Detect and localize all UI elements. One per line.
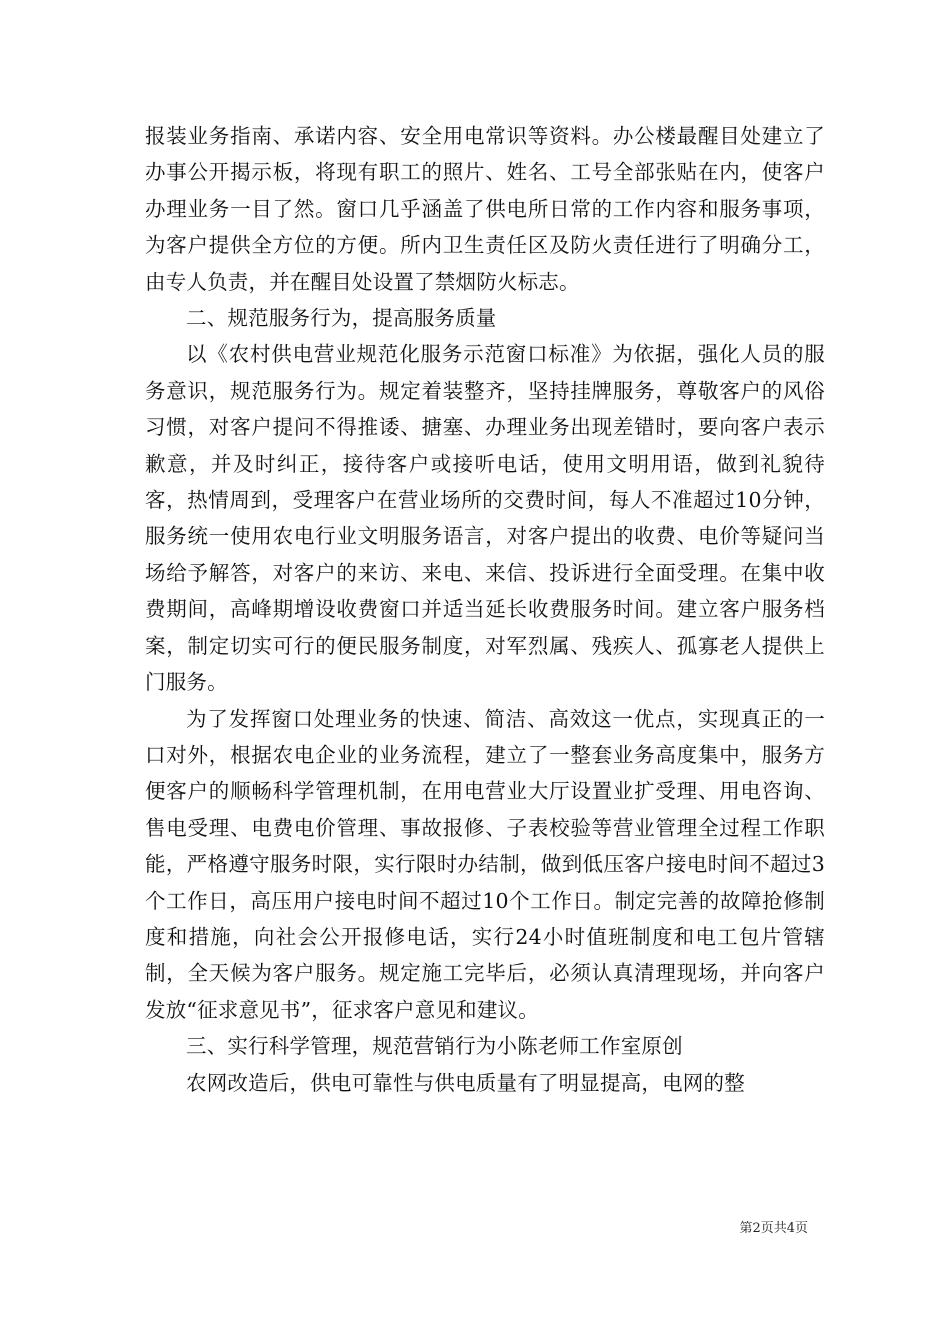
section-heading-2: 二、规范服务行为，提高服务质量	[186, 306, 497, 331]
section-heading-3: 三、实行科学管理，规范营销行为小陈老师工作室原创	[186, 1034, 683, 1059]
paragraph-service-standard: 以《农村供电营业规范化服务示范窗口标准》为依据，强化人员的服务意识，规范服务行为。规定着装整齐，坚持挂牌服务，尊敬客户的风俗习惯，对客户提问不得推诿、搪塞、办理业务出现差错时，要向客户表示歉意，并及时纠正，接待客户或接听电话，使用文明用语，做到礼貌待客，热情周到，受理客户在营业场所的交费时间，每人不准超过10分钟，服务统一使用农电行业文明服务语言，对客户提出的收费、电价等疑问当场给予解答，对客户的来访、来电、来信、投诉进行全面受理。在集中收费期间，高峰期增设收费窗口并适当延长收费服务时间。建立客户服务档案，制定切实可行的便民服务制度，对军烈属、残疾人、孤寡老人提供上门服务。	[145, 342, 825, 695]
document-body	[145, 118, 825, 1101]
paragraph-window-process: 为了发挥窗口处理业务的快速、简洁、高效这一优点，实现真正的一口对外，根据农电企业的业务流程，建立了一整套业务高度集中，服务方便客户的顺畅科学管理机制，在用电营业大厅设置业扩受理、用电咨询、售电受理、电费电价管理、事故报修、子表校验等营业管理全过程工作职能，严格遵守服务时限，实行限时办结制，做到低压客户接电时间不超过3个工作日，高压用户接电时间不超过10个工作日。制定完善的故障抢修制度和措施，向社会公开报修电话，实行24小时值班制度和电工包片管辖制，全天候为客户服务。规定施工完毕后，必须认真清理现场，并向客户发放“征求意见书”，征求客户意见和建议。	[145, 706, 825, 1022]
page-number-footer: 第2页共4页	[739, 1221, 808, 1236]
paragraph-grid-reform: 农网改造后，供电可靠性与供电质量有了明显提高，电网的整	[186, 1070, 745, 1095]
paragraph-continued: 报装业务指南、承诺内容、安全用电常识等资料。办公楼最醒目处建立了办事公开揭示板，将现有职工的照片、姓名、工号全部张贴在内，使客户办理业务一目了然。窗口几乎涵盖了供电所日常的工作内容和服务事项，为客户提供全方位的方便。所内卫生责任区及防火责任进行了明确分工，由专人负责，并在醒目处设置了禁烟防火标志。	[145, 124, 825, 294]
